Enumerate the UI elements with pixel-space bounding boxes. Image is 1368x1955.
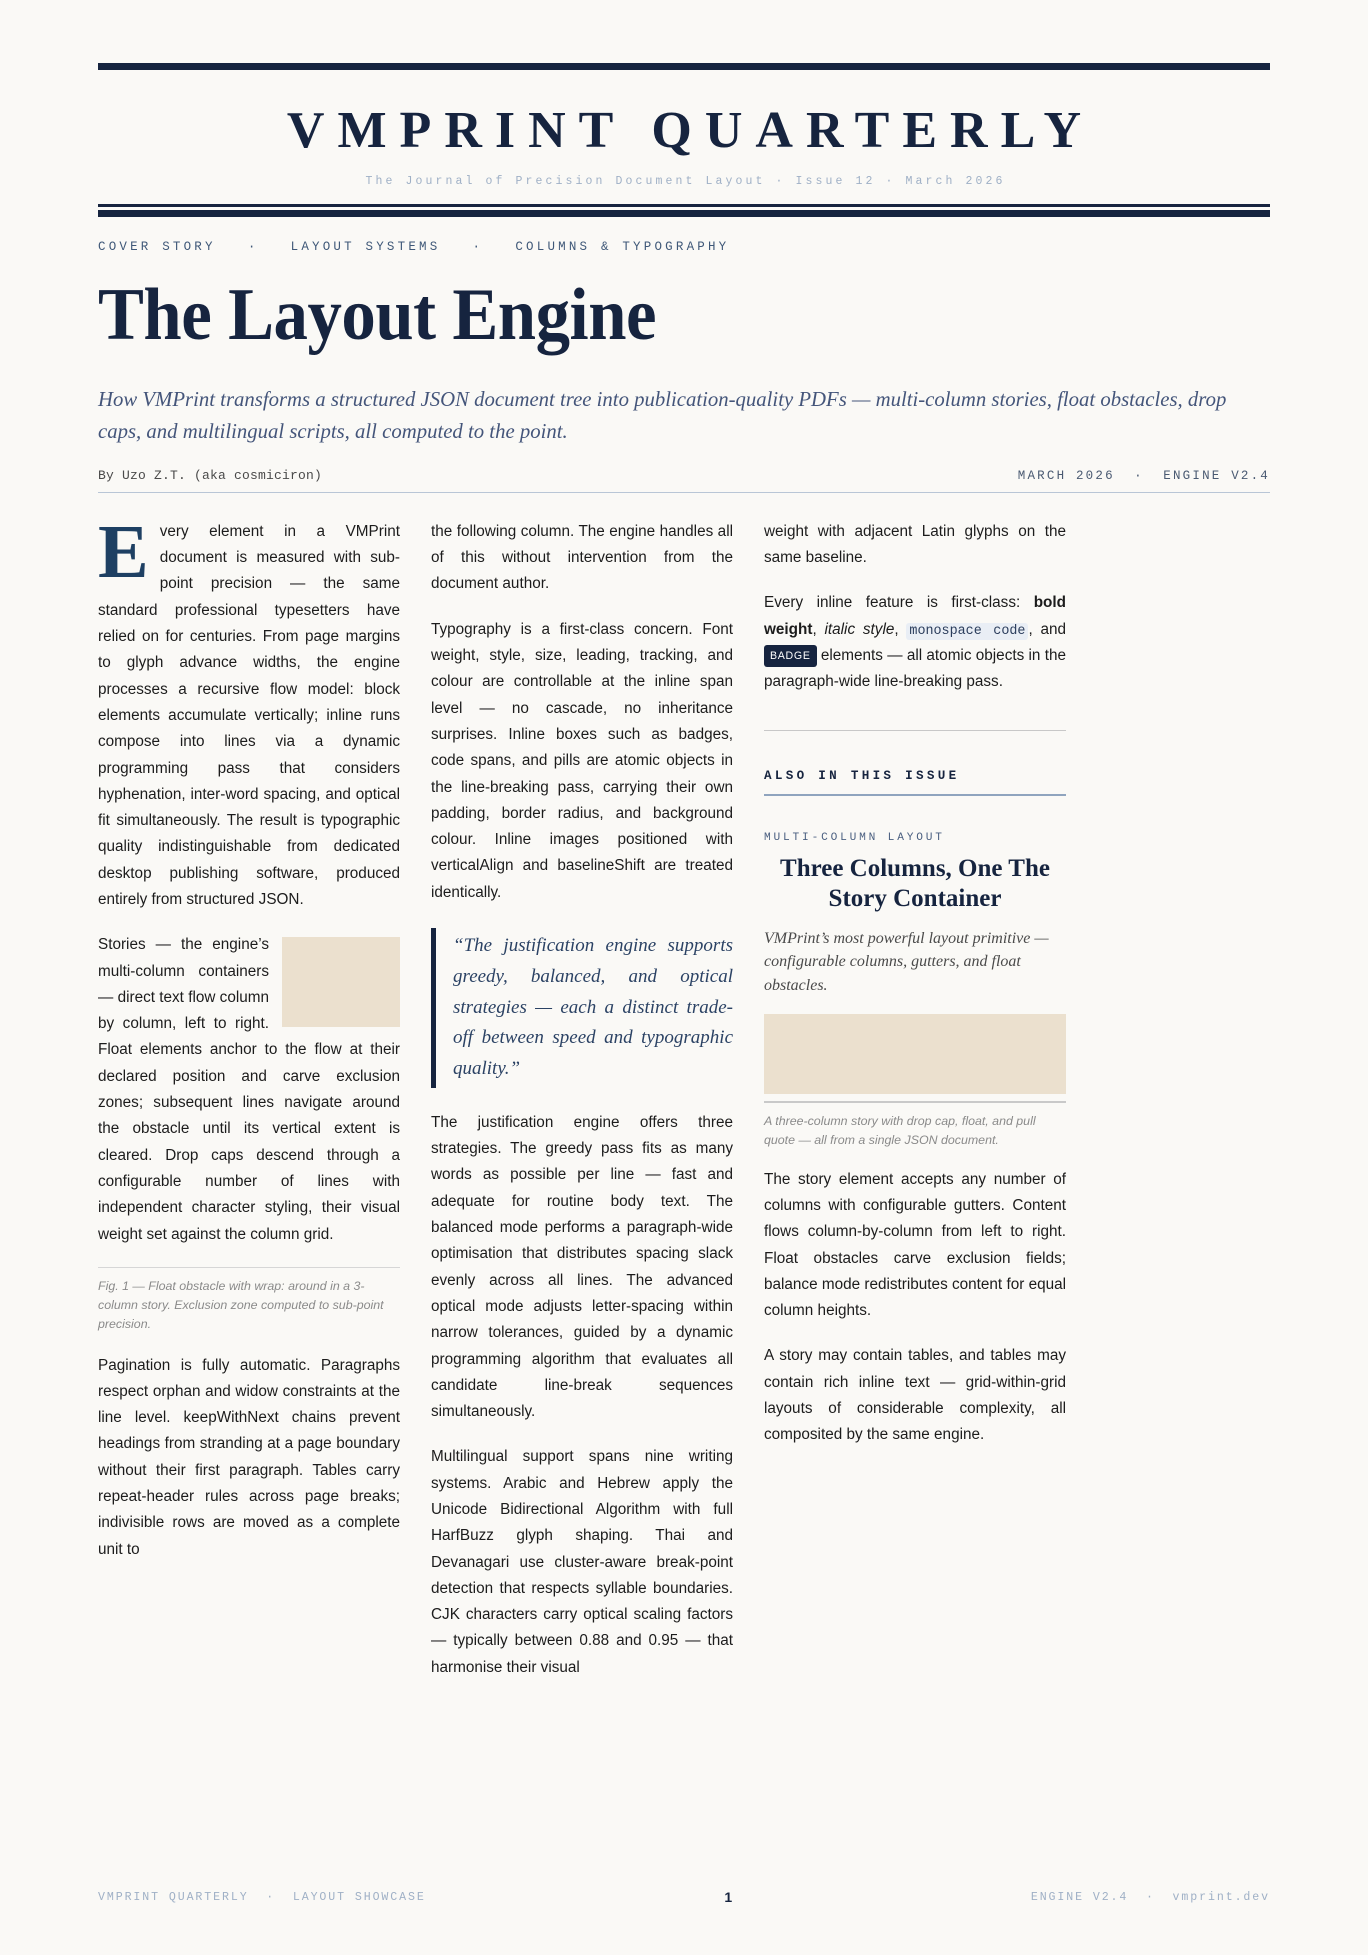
document-page xyxy=(0,63,1368,1955)
figure-caption: Fig. 1 — Float obstacle with wrap: around in a 3-column story. Exclusion zone computed to sub-point precision. xyxy=(98,1267,400,1335)
story-column-2 xyxy=(431,519,733,1751)
italic-run: italic style xyxy=(824,620,895,638)
story-column-1 xyxy=(98,509,400,1751)
footer-left: VMPRINT QUARTERLY · LAYOUT SHOWCASE xyxy=(98,1890,426,1904)
sidebar-item-kicker: MULTI-COLUMN LAYOUT xyxy=(764,831,945,844)
inline-text: , and xyxy=(1028,620,1067,638)
masthead-top-rule xyxy=(98,63,1270,70)
article-deck: How VMPrint transforms a structured JSON document tree into publication-quality PDFs — multi-column stories, float obstacles, drop caps, and multilingual scripts, all computed to the point. xyxy=(98,386,1227,444)
sidebar-figure-box xyxy=(764,1014,1066,1094)
byline-meta: MARCH 2026 · ENGINE V2.4 xyxy=(1017,468,1270,483)
inline-text: , xyxy=(894,620,907,638)
footer-right: ENGINE V2.4 · vmprint.dev xyxy=(1030,1890,1270,1904)
sidebar-divider xyxy=(764,730,1066,731)
masthead-title: VMPRINT QUARTERLY xyxy=(286,102,1095,159)
page-footer xyxy=(98,1889,1270,1905)
paragraph-text: Stories — the engine’s multi-column containers — direct text flow column by column, left to right. Float elements anchor to the flow at their declared position and carve exclusion zones; subsequent lines navigate around the obstacle until its vertical extent is cleared. Drop caps descend through a configurable number of lines with independent character styling, their visual weight set against the column grid. xyxy=(98,936,400,1243)
sidebar-item-title: Three Columns, One The Story Container xyxy=(780,854,1050,913)
masthead xyxy=(98,63,1270,217)
story-column-3 xyxy=(764,519,1066,1751)
pull-quote: “The justification engine supports greedy, balanced, and optical strategies — each a distinct trade-off between speed and typographic quality.” xyxy=(431,928,733,1088)
bold-run: bold weight xyxy=(764,594,1066,638)
masthead-subtitle: The Journal of Precision Document Layout · Issue 12 · March 2026 xyxy=(365,174,1006,188)
page-title: The Layout Engine xyxy=(98,273,657,356)
byline xyxy=(98,468,1270,493)
sidebar-item-deck: VMPrint’s most powerful layout primitive — configurable columns, gutters, and float obstacles. xyxy=(764,929,1049,994)
inline-text: elements — all atomic objects in the paragraph-wide line-breaking pass. xyxy=(764,647,1066,691)
masthead-double-rule xyxy=(98,204,1270,217)
inline-badge: BADGE xyxy=(764,645,817,667)
inline-text: Every inline feature is first-class: xyxy=(764,594,1034,612)
sidebar-heading: ALSO IN THIS ISSUE xyxy=(764,769,1066,796)
paragraph: Pagination is fully automatic. Paragraphs respect orphan and widow constraints at the line level. keepWithNext chains prevent headings from stranding at a page boundary without their first paragraph. Tables carry repeat-header rules across page breaks; indivisible rows are moved as a complete unit to xyxy=(98,1356,400,1558)
paragraph: Typography is a first-class concern. Font weight, style, size, leading, tracking, and colour are controllable at the inline span level — no cascade, no inheritance surprises. Inline boxes such as badges, code spans, and pills are atomic objects in the line-breaking pass, carrying their own padding, border radius, and background colour. Inline images positioned with verticalAlign and baselineShift are treated identically. xyxy=(431,620,733,901)
drop-cap: E xyxy=(98,509,149,594)
code-span: monospace code xyxy=(906,623,1028,640)
paragraph: Multilingual support spans nine writing systems. Arabic and Hebrew apply the Unicode Bidirectional Algorithm with full HarfBuzz glyph shaping. Thai and Devanagari use cluster-aware break-point detection that respects syllable boundaries. CJK characters carry optical scaling factors — typically between 0.88 and 0.95 — that harmonise their visual xyxy=(431,1448,733,1676)
paragraph-inline-features xyxy=(764,590,1066,695)
paragraph: the following column. The engine handles all of this without intervention from the document author. xyxy=(431,522,733,593)
byline-author: By Uzo Z.T. (aka cosmiciron) xyxy=(98,467,323,483)
paragraph xyxy=(98,509,400,913)
paragraph-text: very element in a VMPrint document is measured with sub-point precision — the same standard professional typesetters have relied on for centuries. From page margins to glyph advance widths, the engine processes a recursive flow model: block elements accumulate vertically; inline runs compose into lines via a dynamic programming pass that considers hyphenation, inter-word spacing, and optical fit simultaneously. The result is typographic quality indistinguishable from dedicated desktop publishing software, produced entirely from structured JSON. xyxy=(98,522,400,908)
paragraph: The story element accepts any number of columns with configurable gutters. Content flows column-by-column from left to right. Float obstacles carve exclusion fields; balance mode redistributes content for equal column heights. xyxy=(764,1170,1066,1320)
article-kicker: COVER STORY · LAYOUT SYSTEMS · COLUMNS & TYPOGRAPHY xyxy=(98,239,730,254)
paragraph: The justification engine offers three strategies. The greedy pass fits as many words as possible per line — fast and adequate for routine body text. The balanced mode performs a paragraph-wide optimisation that distributes spacing slack evenly across all lines. The advanced optical mode adjusts letter-spacing within narrow tolerances, guided by a dynamic programming algorithm that evaluates all candidate line-break sequences simultaneously. xyxy=(431,1113,733,1421)
paragraph: A story may contain tables, and tables may contain rich inline text — grid-within-grid layouts of considerable complexity, all composited by the same engine. xyxy=(764,1347,1066,1444)
paragraph xyxy=(98,932,400,1248)
inline-text: , xyxy=(812,620,825,638)
story-container xyxy=(98,509,1270,1751)
sidebar-figure-caption: A three-column story with drop cap, float, and pull quote — all from a single JSON document. xyxy=(764,1101,1066,1150)
footer-page-number: 1 xyxy=(724,1889,733,1905)
paragraph: weight with adjacent Latin glyphs on the same baseline. xyxy=(764,522,1066,567)
float-obstacle-box xyxy=(282,937,400,1027)
